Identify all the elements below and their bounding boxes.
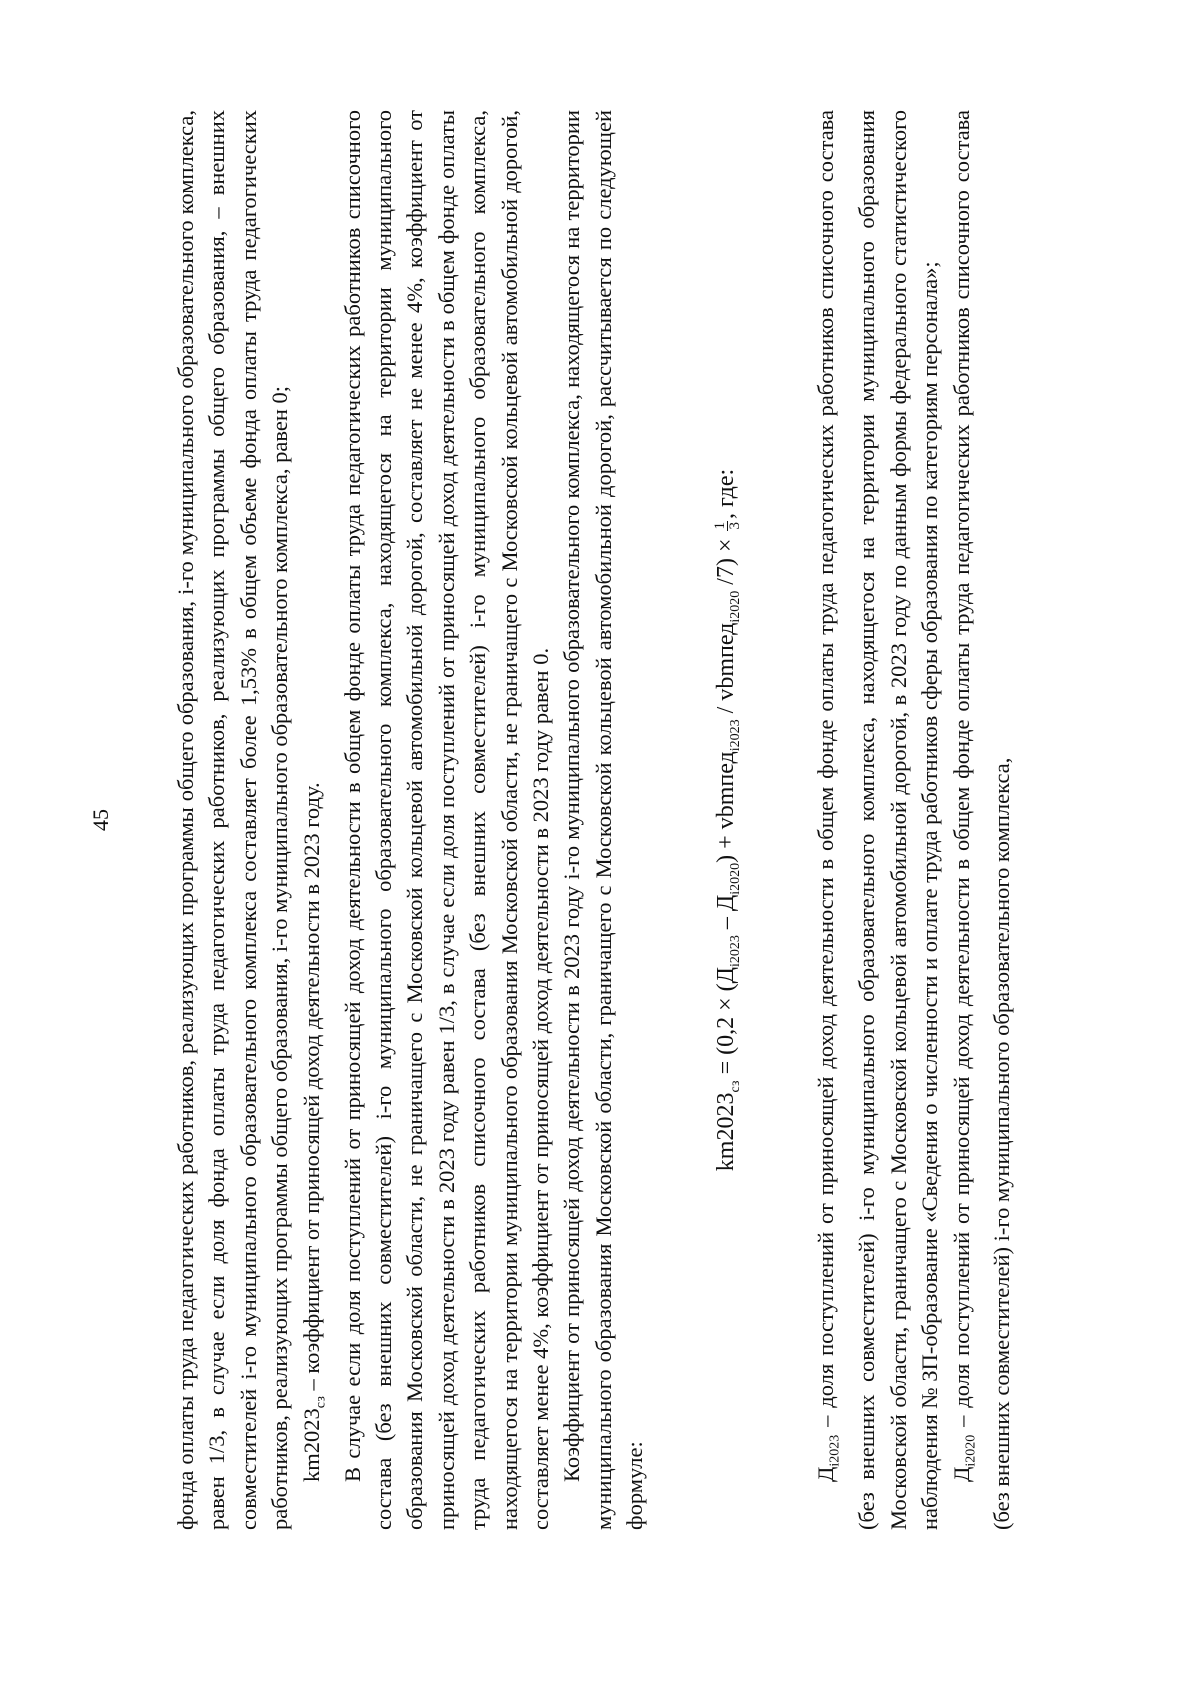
definition-text: – доля поступлений от приносящей доход деятельности в общем фонде оплаты труда педагогических работников списочного состава (без внешних совместителей) i-го муниципального образовательного комплекса,	[948, 110, 1015, 1530]
km-symbol: km2023	[298, 1408, 324, 1482]
paragraph-continuation: фонда оплаты труда педагогических работников, реализующих программы общего образования, i-го муниципального образовательного комплекса, равен 1/3, в случае если доля фонда оплаты труда педагогических работников, реализующих программы общего образования, – внешних совместителей i-го муниципального образовательного комплекса составляет более 1,53% в общем объеме фонда оплаты труда педагогических работников, реализующих программы общего образования, i-го муниципального образовательного комплекса, равен 0;	[173, 110, 293, 1530]
spacer	[651, 110, 711, 1530]
fraction-numerator: 1	[711, 522, 728, 530]
formula-lhs: km2023	[712, 1092, 739, 1172]
fraction-one-third	[713, 521, 742, 531]
formula-sub: i2020	[727, 862, 743, 895]
fraction-denominator: 3	[726, 522, 743, 530]
formula-part: /7) ×	[712, 532, 739, 591]
formula-part: / vbmпед	[712, 622, 739, 720]
formula-lhs-sub: сз	[727, 1080, 743, 1093]
km-subscript: сз	[313, 1396, 329, 1409]
km-definition-text: – коэффициент от приносящей доход деятельности в 2023 году.	[298, 782, 324, 1397]
formula-sub: i2023	[727, 935, 743, 967]
definition-subscript: i2020	[963, 1434, 979, 1467]
spacer	[750, 110, 810, 1530]
definition-text: – доля поступлений от приносящей доход деятельности в общем фонде оплаты труда педагогических работников списочного состава (без внешних совместителей) i-го муниципального образовательного комплекса, находящегося на территории муниципального образования Московской области, граничащего с Московской кольцевой автомобильной дорогой, в 2023 году по данным формы федерального статистического наблюдения № ЗП-образование «Сведения о численности и оплате труда работников сферы образования по категориям персонала»;	[813, 110, 943, 1530]
definition-d2023	[810, 110, 945, 1530]
formula-part: – Д	[712, 894, 739, 936]
page-number: 45	[88, 809, 113, 831]
formula-sub: i2020	[727, 590, 743, 623]
formula-tail: , где:	[712, 468, 739, 520]
definition-subscript: i2023	[827, 1434, 843, 1467]
paragraph-formula-intro: Коэффициент от приносящей доход деятельности в 2023 году i-го муниципального образовательного комплекса, находящегося на территории муниципального образования Московской области, граничащего с Московской кольцевой автомобильной дорогой, рассчитывается по следующей формуле:	[559, 110, 648, 1530]
formula-part: ) + vbmпед	[712, 751, 739, 863]
rotated-content	[88, 110, 1018, 1530]
paragraph-conditions: В случае если доля поступлений от приносящей доход деятельности в общем фонде оплаты труда педагогических работников списочного состава (без внешних совместителей) i-го муниципального образовательного комплекса, находящегося на территории муниципального образования Московской области, не граничащего с Московской кольцевой автомобильной дорогой, составляет не менее 4%, коэффициент от приносящей доход деятельности в 2023 году равен 1/3, в случае если доля поступлений от приносящей доход деятельности в общем фонде оплаты труда педагогических работников списочного состава (без внешних совместителей) i-го муниципального образовательного комплекса, находящегося на территории муниципального образования Московской области, не граничащего с Московской кольцевой автомобильной дорогой, составляет менее 4%, коэффициент от приносящей доход деятельности в 2023 году равен 0.	[339, 110, 553, 1530]
definition-d2020	[946, 110, 1018, 1530]
km-definition	[296, 110, 337, 1530]
formula-part: = (0,2 × (Д	[712, 966, 739, 1081]
definition-symbol: Д	[813, 1466, 839, 1482]
formula-sub: i2023	[727, 719, 743, 752]
definition-symbol: Д	[948, 1466, 974, 1482]
formula	[711, 110, 751, 1530]
